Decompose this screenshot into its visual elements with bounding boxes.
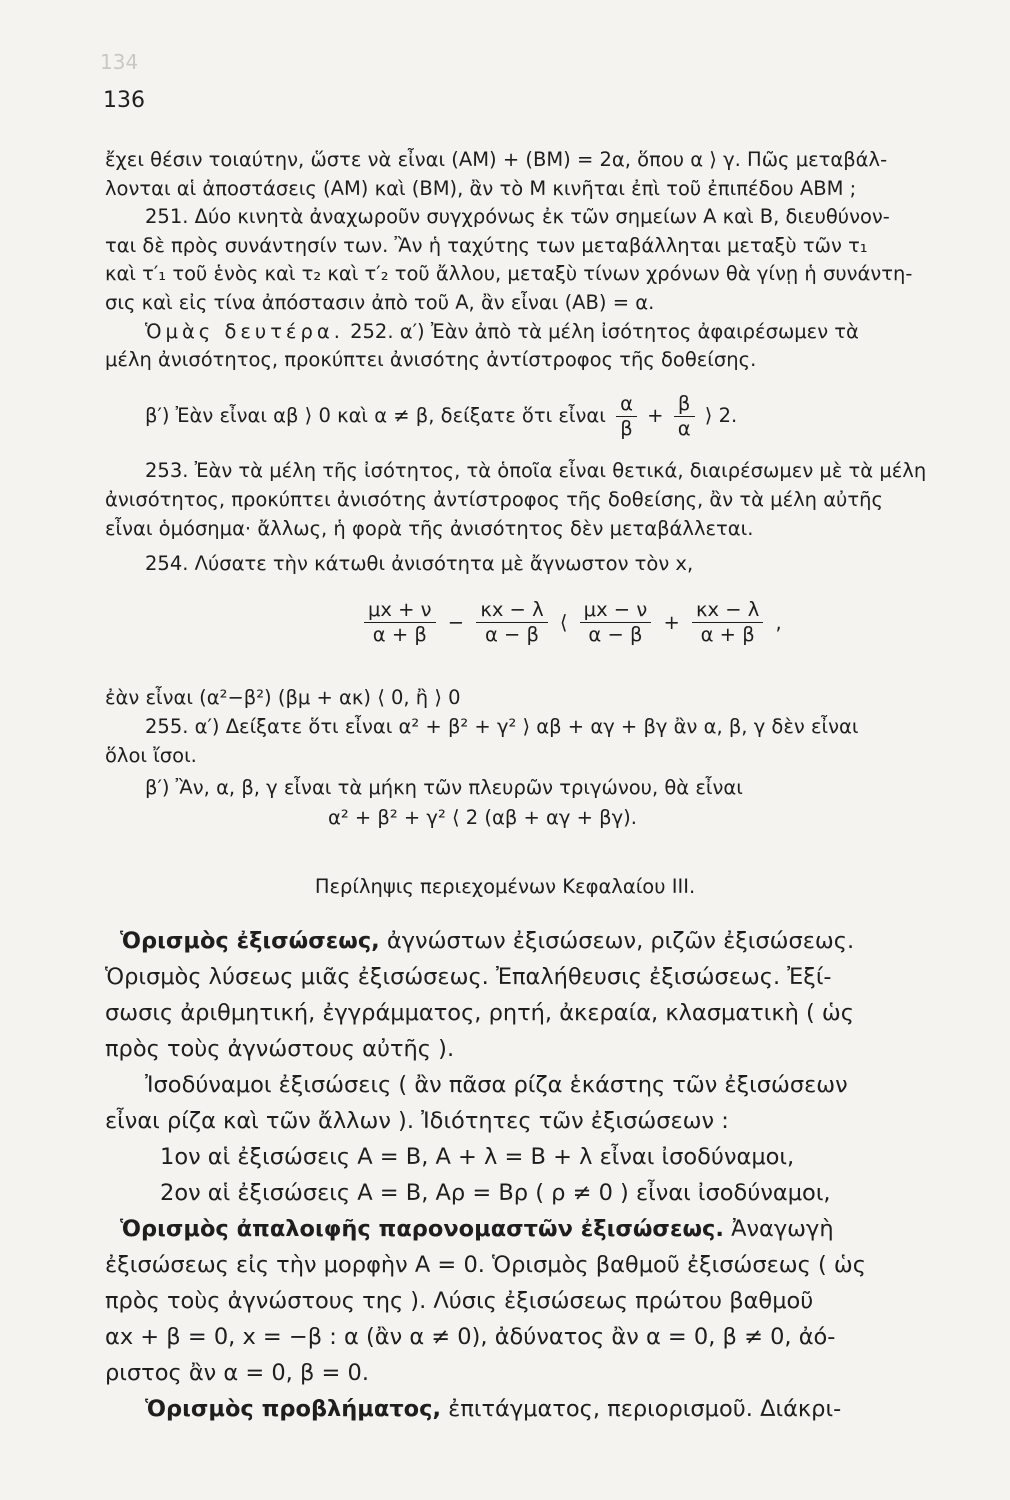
bold-term: Ὁρισμὸς προβλήματος, (145, 1396, 442, 1422)
section-heading: Περίληψις περιεχομένων Κεφαλαίου ΙΙΙ. (314, 875, 696, 898)
text-line: ἀνισότητος, προκύπτει ἀνισότης ἀντίστροφος τῆς δοθείσης, ἂν τὰ μέλη αὐτῆς (105, 488, 883, 511)
text-segment: β′) Ἐὰν εἶναι αβ ⟩ 0 καὶ α ≠ β, δείξατε ὅτι εἶναι (145, 404, 606, 427)
bleed-through-page-number: 134 (100, 50, 139, 74)
text-line: ἐὰν εἶναι (α²−β²) (βμ + ακ) ⟨ 0, ἢ ⟩ 0 (105, 686, 461, 709)
summary-line: ἐξισώσεως εἰς τὴν μορφὴν Α = 0. Ὁρισμὸς βαθμοῦ ἐξισώσεως ( ὡς (105, 1252, 866, 1278)
summary-line: εἶναι ρίζα καὶ τῶν ἄλλων ). Ἰδιότητες τῶν ἐξισώσεων : (105, 1108, 729, 1134)
fraction (674, 392, 695, 441)
group-label: Ὁμὰς δευτέρα. (145, 320, 344, 343)
plus-sign: + (647, 404, 664, 427)
text-line: λονται αἱ ἀποστάσεις (ΑΜ) καὶ (ΒΜ), ἂν τὸ Μ κινῆται ἐπὶ τοῦ ἐπιπέδου ΑΒΜ ; (105, 177, 857, 200)
fraction (580, 598, 652, 647)
fraction-denominator: α − β (588, 623, 643, 646)
summary-line (145, 1393, 955, 1425)
plus-sign: + (663, 611, 680, 634)
summary-line: Ὁρισμὸς λύσεως μιᾶς ἐξισώσεως. Ἐπαλήθευσις ἐξισώσεως. Ἐξί- (105, 964, 832, 990)
exercise-253: 253. Ἐὰν τὰ μέλη τῆς ἰσότητος, τὰ ὁποῖα εἶναι θετικά, διαιρέσωμεν μὲ τὰ μέλη (145, 459, 927, 482)
fraction-numerator: μx − ν (580, 598, 652, 623)
fraction-denominator: β (620, 417, 633, 440)
fraction-denominator: α + β (372, 623, 427, 646)
minus-sign: − (447, 611, 465, 634)
fraction (476, 598, 547, 647)
text-line: καὶ τ′₁ τοῦ ἑνὸς καὶ τ₂ καὶ τ′₂ τοῦ ἄλλου, μεταξὺ τίνων χρόνων θὰ γίνῃ ἡ συνάντη- (105, 262, 913, 285)
bold-term: Ὁρισμὸς ἐξισώσεως, (120, 928, 380, 954)
summary-line: αx + β = 0, x = −β : α (ἂν α ≠ 0), ἀδύνατος ἂν α = 0, β ≠ 0, ἀό- (105, 1324, 836, 1350)
exercise-252: 252. α′) Ἐὰν ἀπὸ τὰ μέλη ἰσότητος ἀφαιρέσωμεν τὰ (343, 320, 859, 343)
summary-line: πρὸς τοὺς ἀγνώστους της ). Λύσις ἐξισώσεως πρώτου βαθμοῦ (105, 1288, 814, 1314)
fraction-numerator: α (616, 392, 637, 417)
exercise-255: 255. α′) Δείξατε ὅτι εἶναι α² + β² + γ² ⟩ αβ + αγ + βγ ἂν α, β, γ δὲν εἶναι (145, 715, 859, 738)
group-heading-line (145, 318, 955, 346)
text-segment: ἀγνώστων ἐξισώσεων, ριζῶν ἐξισώσεως. (379, 928, 855, 954)
exercise-255b: β′) Ἂν, α, β, γ εἶναι τὰ μήκη τῶν πλευρῶν τριγώνου, θὰ εἶναι (145, 776, 743, 799)
summary-line: ριστος ἂν α = 0, β = 0. (105, 1360, 369, 1386)
text-line: ἔχει θέσιν τοιαύτην, ὥστε νὰ εἶναι (ΑΜ) + (ΒΜ) = 2α, ὅπου α ⟩ γ. Πῶς μεταβάλ- (105, 148, 888, 171)
bold-term: Ὁρισμὸς ἀπαλοιφῆς παρονομαστῶν ἐξισώσεως. (120, 1216, 724, 1242)
page-number: 136 (103, 88, 145, 113)
fraction-denominator: α (677, 417, 691, 440)
fraction-denominator: α − β (484, 623, 539, 646)
fraction (364, 598, 436, 647)
fraction-denominator: α + β (700, 623, 755, 646)
comma: , (775, 611, 782, 634)
summary-line: σωσις ἀριθμητική, ἐγγράμματος, ρητή, ἀκεραία, κλασματικὴ ( ὡς (105, 1000, 854, 1026)
fraction (616, 392, 637, 441)
summary-line (120, 1213, 950, 1245)
summary-line: 1ον αἱ ἐξισώσεις Α = Β, Α + λ = Β + λ εἶναι ἰσοδύναμοι, (160, 1144, 795, 1170)
less-than-sign: ⟨ (559, 611, 568, 634)
text-segment: ἐπιτάγματος, περιορισμοῦ. Διάκρι- (441, 1396, 842, 1422)
text-segment: Ἀναγωγὴ (723, 1216, 834, 1242)
exercise-251: 251. Δύο κινητὰ ἀναχωροῦν συγχρόνως ἐκ τῶν σημείων Α καὶ Β, διευθύνον- (145, 205, 890, 228)
exercise-254: 254. Λύσατε τὴν κάτωθι ἀνισότητα μὲ ἄγνωστον τὸν x, (145, 552, 694, 575)
fraction-numerator: β (674, 392, 695, 417)
text-segment: ⟩ 2. (704, 404, 738, 427)
formula-line: α² + β² + γ² ⟨ 2 (αβ + αγ + βγ). (328, 806, 637, 829)
fraction (692, 598, 763, 647)
text-line: εἶναι ὁμόσημα· ἄλλως, ἡ φορὰ τῆς ἀνισότητος δὲν μεταβάλλεται. (105, 517, 754, 540)
summary-line: 2ον αἱ ἐξισώσεις Α = Β, Αρ = Βρ ( ρ ≠ 0 ) εἶναι ἰσοδύναμοι, (160, 1180, 831, 1206)
exercise-252b (145, 392, 955, 441)
fraction-numerator: κx − λ (476, 598, 547, 623)
text-line: ὅλοι ἴσοι. (105, 744, 197, 767)
text-line: σις καὶ εἰς τίνα ἀπόστασιν ἀπὸ τοῦ Α, ἂν εἶναι (ΑΒ) = α. (105, 291, 655, 314)
inequality-equation (360, 598, 784, 647)
text-line: ται δὲ πρὸς συνάντησίν των. Ἂν ἡ ταχύτης των μεταβάλληται μεταξὺ τῶν τ₁ (105, 234, 868, 257)
summary-line: Ἰσοδύναμοι ἐξισώσεις ( ἂν πᾶσα ρίζα ἑκάστης τῶν ἐξισώσεων (145, 1072, 848, 1098)
fraction-numerator: κx − λ (692, 598, 763, 623)
text-line: μέλη ἀνισότητος, προκύπτει ἀνισότης ἀντίστροφος τῆς δοθείσης. (105, 348, 757, 371)
fraction-numerator: μx + ν (364, 598, 436, 623)
summary-line: πρὸς τοὺς ἀγνώστους αὐτῆς ). (105, 1036, 455, 1062)
summary-line (120, 925, 950, 957)
